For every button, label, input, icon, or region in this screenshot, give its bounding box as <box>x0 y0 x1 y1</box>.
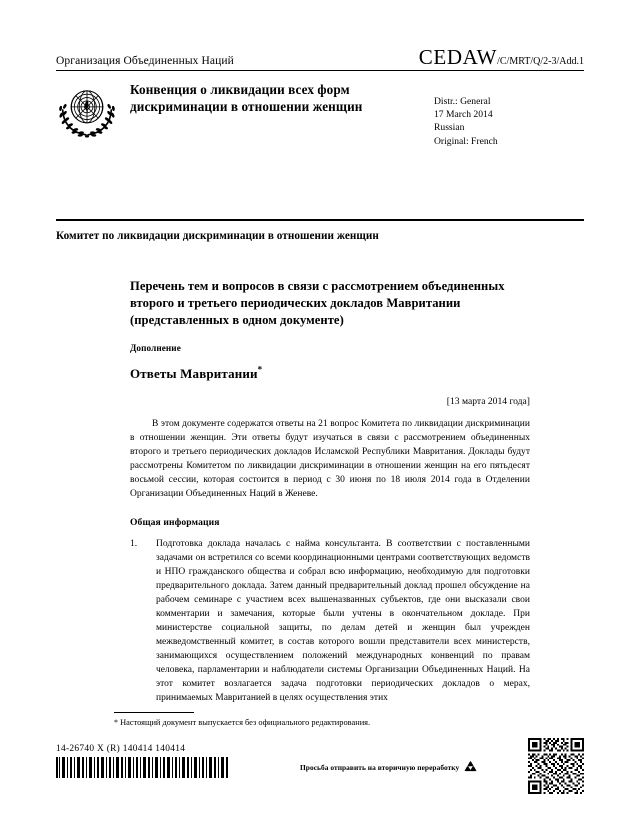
committee-name: Комитет по ликвидации дискриминации в отношении женщин <box>56 230 379 242</box>
distr-line: Distr.: General <box>434 96 491 107</box>
distr-date: 17 March 2014 <box>434 109 493 121</box>
page-sheet <box>56 0 584 828</box>
paragraph-number: 1. <box>130 539 138 550</box>
job-number: 14-26740 X (R) 140414 140414 <box>56 744 186 754</box>
section-divider <box>56 219 584 221</box>
organization-name: Организация Объединенных Наций <box>56 54 234 67</box>
document-symbol-suffix: /C/MRT/Q/2-3/Add.1 <box>497 56 584 67</box>
body-column <box>130 278 530 706</box>
recycle-text: Просьба отправить на вторичную переработку <box>300 763 460 772</box>
numbered-paragraph-1 <box>130 538 530 705</box>
page-footer <box>56 744 584 804</box>
footnote-text: Настоящий документ выпускается без официального редактирования. <box>120 718 371 727</box>
qr-code <box>528 738 584 794</box>
header-top-row <box>56 45 584 69</box>
recycle-notice <box>300 760 478 775</box>
document-header <box>56 45 584 148</box>
intro-paragraph: В этом документе содержатся ответы на 21 вопрос Комитета по ликвидации дискриминации в отношении женщин. Эти ответы будут изучаться в связи с рассмотрением объединенных второго и третьего периодических докладов Исламской Республики Мавритания. Доклады будут рассмотрены Комитетом по ликвидации дискриминации в отношении женщин на его пятьдесят восьмой сессии, которая состоится в период с 30 июня по 18 июля 2014 года в Отделении Организации Объединенных Наций в Женеве. <box>130 419 530 500</box>
paragraph-text: Подготовка доклада началась с найма консультанта. В соответствии с поставленными задачами он встретился со всеми координационными центрами соответствующих ведомств и НПО гражданского общества и собрал всю информацию, необходимую для подготовки предварительного доклада. Затем данный предварительный доклад прошел обсуждение на рабочем семинаре с участием всех вышеназванных субъектов, где они высказали свои комментарии и замечания, которые были учтены в окончательном докладе. При министерстве социальной защиты, по делам детей и женщин был учрежден межведомственный комитет, в состав которого вошли представители всех министерств, занимающихся осуществлением положений международных конвенций по правам человека, парламентарии и наблюдатели системы Организации Объединенных Наций. На этот комитет возлагается задача подготовки периодических докладов о мерах, принимаемых Мавританией в целях осуществления этих <box>156 539 530 703</box>
barcode <box>56 757 228 778</box>
section-heading: Общая информация <box>130 517 220 529</box>
header-rule <box>56 70 584 71</box>
document-symbol-main: CEDAW <box>418 45 498 69</box>
un-emblem-icon <box>56 82 118 140</box>
distribution-block <box>428 80 584 148</box>
footnote-marker: * <box>114 718 118 727</box>
addendum-label: Дополнение <box>130 343 181 354</box>
header-main-row <box>56 80 584 148</box>
answers-footnote-marker: * <box>257 365 263 376</box>
convention-title: Конвенция о ликвидации всех форм дискриминации в отношении женщин <box>130 82 363 115</box>
document-symbol <box>419 47 584 68</box>
answers-title-text: Ответы Мавритании <box>130 366 258 382</box>
footnote <box>114 717 534 729</box>
distr-original: Original: French <box>434 135 498 147</box>
answers-title <box>130 366 530 382</box>
emblem-container <box>56 80 130 148</box>
recycling-symbol-icon <box>463 760 478 775</box>
date-stamp: [13 марта 2014 года] <box>446 396 530 408</box>
footnote-separator <box>114 712 194 713</box>
page-title: Перечень тем и вопросов в связи с рассмотрением объединенных второго и третьего периодических докладов Мавритании (представленных в одном документе) <box>130 279 505 328</box>
distr-language: Russian <box>434 122 465 134</box>
